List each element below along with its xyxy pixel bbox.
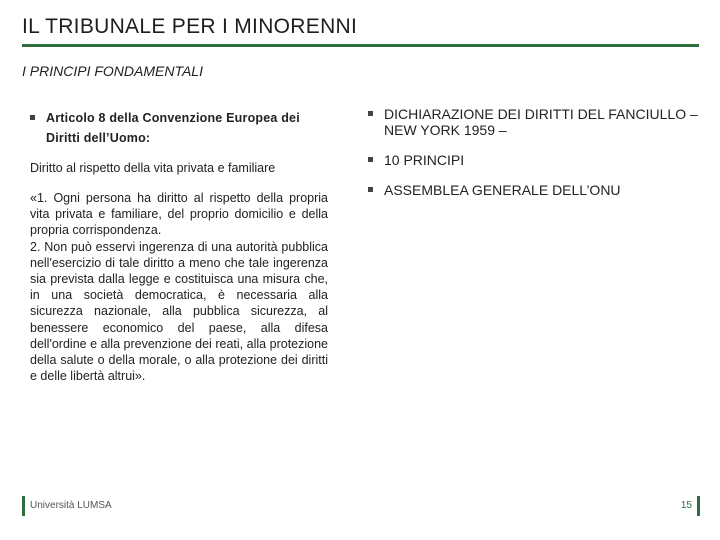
page-title: IL TRIBUNALE PER I MINORENNI [22,15,358,38]
page-number: 15 [680,500,692,511]
bullet-article-8 [30,108,328,148]
title-divider [22,44,699,47]
page-number-accent-bar [697,496,700,516]
list-item-text: DICHIARAZIONE DEI DIRITTI DEL FANCIULLO – NEW YORK 1959 – [384,106,698,138]
list-item [368,182,698,198]
footer-accent-bar [22,496,25,516]
square-bullet-icon [368,187,373,192]
section-subtitle: I PRINCIPI FONDAMENTALI [22,63,203,79]
list-item-text: ASSEMBLEA GENERALE DELL’ONU [384,182,621,198]
bullet-article-8-text: Articolo 8 della Convenzione Europea dei Diritti dell’Uomo: [46,111,300,145]
quote-paragraph-1: «1. Ogni persona ha diritto al rispetto della propria vita privata e familiare, del proprio domicilio e della propria corrispondenza. [30,191,328,238]
square-bullet-icon [368,157,373,162]
article-quote [30,190,328,384]
square-bullet-icon [368,111,373,116]
quote-paragraph-2: 2. Non può esservi ingerenza di una autorità pubblica nell'esercizio di tale diritto a meno che tale ingerenza sia prevista dalla legge e costituisca una misura che, in una società democratica, è necessaria alla sicurezza nazionale, alla pubblica sicurezza, al benessere economico del paese, alla difesa dell'ordine e alla prevenzione dei reati, alla protezione della salute o della morale, o alla protezione dei diritti e delle libertà altrui». [30,239,328,384]
footer-institution: Università LUMSA [30,500,112,511]
right-column [368,106,698,212]
list-item [368,106,698,138]
list-item-text: 10 PRINCIPI [384,152,465,168]
square-bullet-icon [30,115,35,120]
list-item [368,152,698,168]
left-column [30,108,328,384]
right-to-privacy-heading: Diritto al rispetto della vita privata e familiare [30,161,276,175]
